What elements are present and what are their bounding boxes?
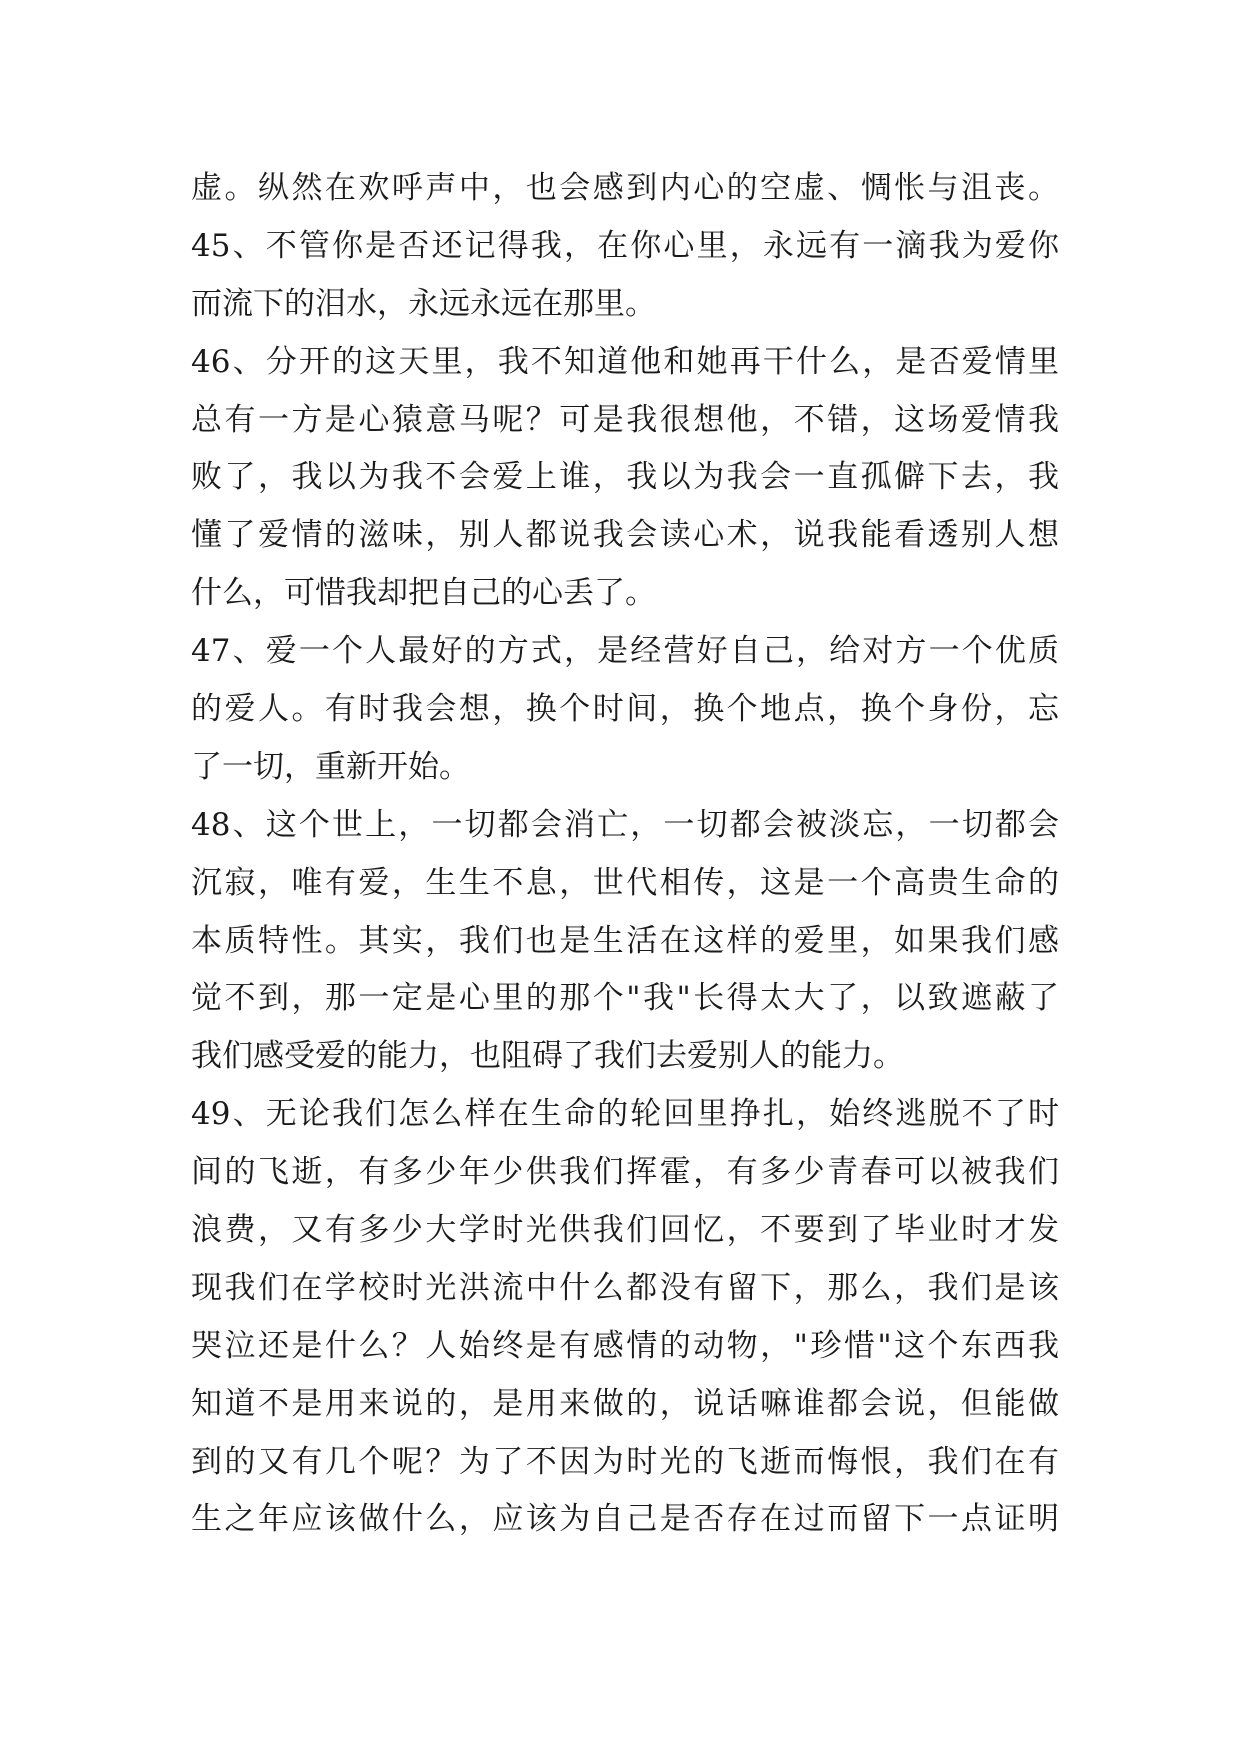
text-line: 虚。纵然在欢呼声中，也会感到内心的空虚、惆怅与沮丧。 <box>191 170 1059 206</box>
text-line: 间的飞逝，有多少年少供我们挥霍，有多少青春可以被我们 <box>191 1154 1059 1191</box>
text-line: 懂了爱情的滋味，别人都说我会读心术，说我能看透别人想 <box>191 517 1059 554</box>
text-line: 到的又有几个呢？为了不因为时光的飞逝而悔恨，我们在有 <box>191 1443 1059 1480</box>
text-line: 47、爱一个人最好的方式，是经营好自己，给对方一个优质 <box>191 633 1059 670</box>
text-line: 46、分开的这天里，我不知道他和她再干什么，是否爱情里 <box>191 343 1059 380</box>
text-line: 觉不到，那一定是心里的那个"我"长得太大了，以致遮蔽了 <box>191 980 1059 1017</box>
text-line: 浪费，又有多少大学时光供我们回忆，不要到了毕业时才发 <box>191 1212 1059 1249</box>
text-line: 本质特性。其实，我们也是生活在这样的爱里，如果我们感 <box>191 922 1059 959</box>
text-line: 48、这个世上，一切都会消亡，一切都会被淡忘，一切都会 <box>191 806 1059 843</box>
text-line: 生之年应该做什么，应该为自己是否存在过而留下一点证明 <box>191 1501 1059 1538</box>
text-line: 败了，我以为我不会爱上谁，我以为我会一直孤僻下去，我 <box>191 459 1059 496</box>
text-line: 我们感受爱的能力，也阻碍了我们去爱别人的能力。 <box>191 1038 904 1075</box>
text-line: 总有一方是心猿意马呢？可是我很想他，不错，这场爱情我 <box>191 401 1059 438</box>
text-line: 沉寂，唯有爱，生生不息，世代相传，这是一个高贵生命的 <box>191 864 1059 901</box>
text-line: 而流下的泪水，永远永远在那里。 <box>191 285 656 322</box>
text-line: 现我们在学校时光洪流中什么都没有留下，那么，我们是该 <box>191 1269 1059 1306</box>
text-line: 什么，可惜我却把自己的心丢了。 <box>191 575 656 612</box>
text-line: 45、不管你是否还记得我，在你心里，永远有一滴我为爱你 <box>191 227 1059 264</box>
text-line: 了一切，重新开始。 <box>191 748 470 785</box>
body-text <box>191 160 1059 1549</box>
text-line: 哭泣还是什么？人始终是有感情的动物，"珍惜"这个东西我 <box>191 1327 1059 1364</box>
text-line: 49、无论我们怎么样在生命的轮回里挣扎，始终逃脱不了时 <box>191 1096 1059 1133</box>
text-line: 知道不是用来说的，是用来做的，说话嘛谁都会说，但能做 <box>191 1385 1059 1422</box>
text-line: 的爱人。有时我会想，换个时间，换个地点，换个身份，忘 <box>191 691 1059 728</box>
